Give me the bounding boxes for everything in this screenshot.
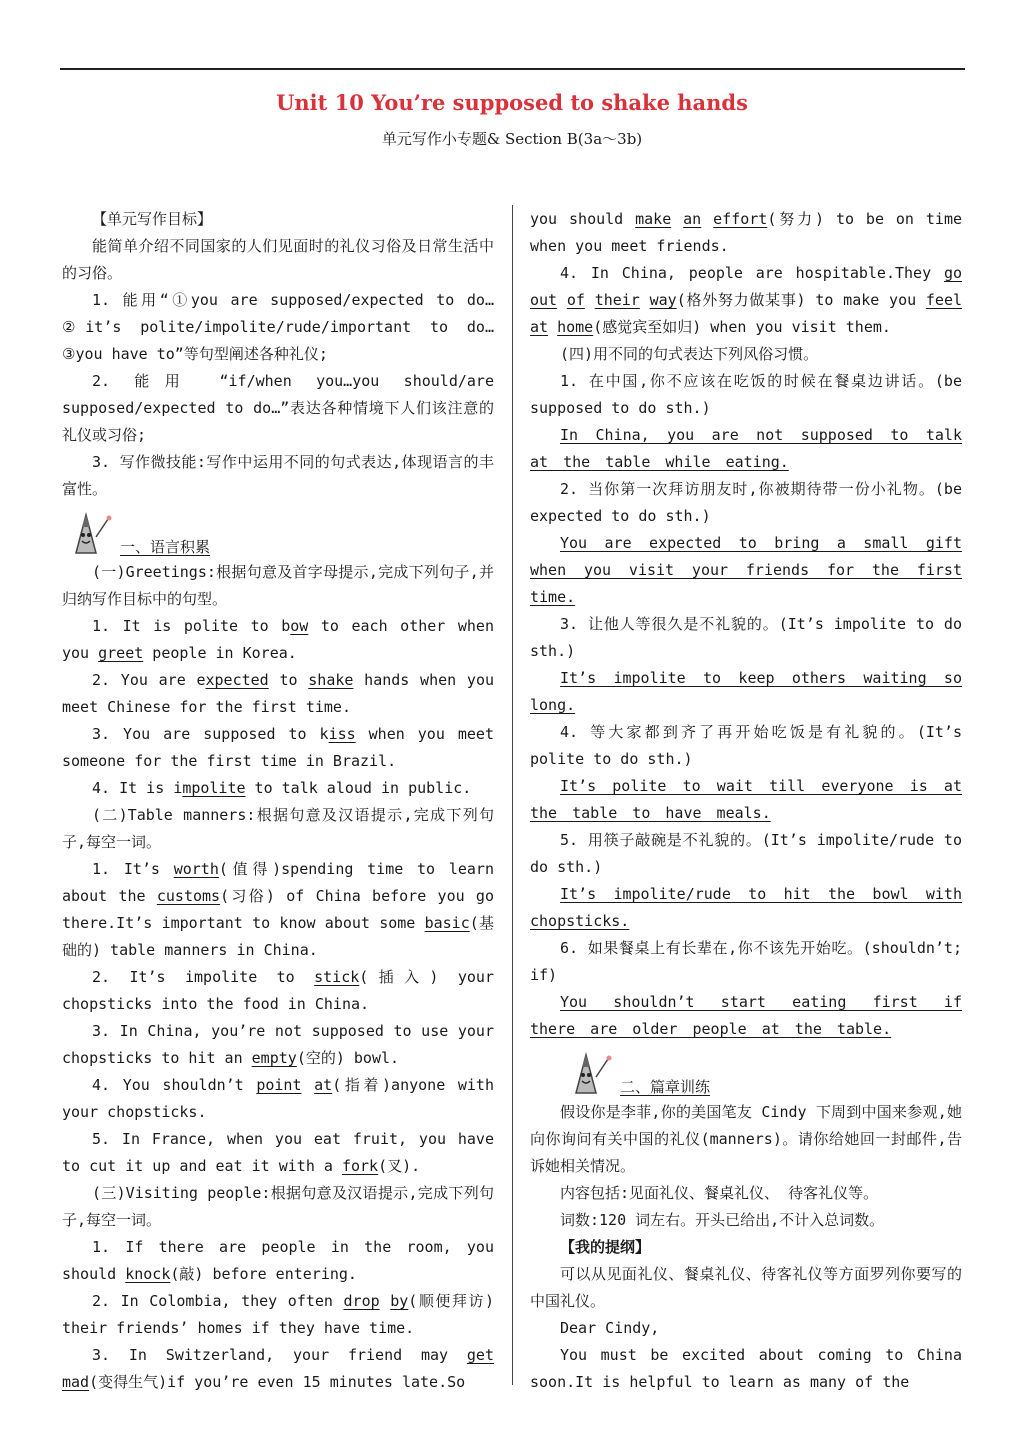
outline-text: 可以从见面礼仪、餐桌礼仪、待客礼仪等方面罗列你要写的中国礼仪。 xyxy=(530,1265,962,1310)
pencil-mascot-icon xyxy=(62,507,114,559)
exercise-item: 3. In Switzerland, your friend may get mad(变得生气)if you’re even 15 minutes late.So xyxy=(62,1346,494,1391)
translation-prompt: 2. 当你第一次拜访朋友时,你被期待带一份小礼物。(be expected to do sth.) xyxy=(530,480,962,525)
exercise-item: 2. You are expected to shake hands when you meet Chinese for the first time. xyxy=(62,671,495,716)
exercise-item: 2. In Colombia, they often drop by(顺便拜访) their friends’ homes if they have time. xyxy=(62,1292,495,1337)
part4-intro: (四)用不同的句式表达下列风俗习惯。 xyxy=(560,345,819,363)
translation-answer: It’s impolite/rude to hit the bowl with chopsticks. xyxy=(530,885,962,930)
exercise-item: 1. If there are people in the room, you should knock(敲) before entering. xyxy=(62,1238,494,1283)
translation-answer: You shouldn’t start eating first if there are older people at the table. xyxy=(530,993,962,1038)
goal-item: 1. 能用“①you are supposed/expected to do…②it’s polite/impolite/rude/important to do…③you have to”等句型阐述各种礼仪; xyxy=(62,291,494,363)
top-rule xyxy=(60,68,965,70)
exercise-item: 3. In China, you’re not supposed to use your chopsticks to hit an empty(空的) bowl. xyxy=(62,1022,494,1067)
translation-prompt: 5. 用筷子敲碗是不礼貌的。(It’s impolite/rude to do sth.) xyxy=(530,831,962,876)
section-heading-text: 二、篇章训练 xyxy=(620,1078,711,1096)
exercise-item: 5. In France, when you eat fruit, you have to cut it up and eat it with a fork(叉). xyxy=(62,1130,494,1175)
translation-prompt: 4. 等大家都到齐了再开始吃饭是有礼貌的。(It’s polite to do sth.) xyxy=(530,723,962,768)
translation-answer: It’s polite to wait till everyone is at the table to have meals. xyxy=(530,777,962,822)
writing-task: 假设你是李菲,你的美国笔友 Cindy 下周到中国来参观,她向你询问有关中国的礼仪(manners)。请你给她回一封邮件,告诉她相关情况。 xyxy=(530,1103,962,1175)
exercise-item: 4. You shouldn’t point at(指着)anyone with your chopsticks. xyxy=(62,1076,494,1121)
translation-prompt: 6. 如果餐桌上有长辈在,你不该先开始吃。(shouldn’t; if) xyxy=(530,939,962,984)
goal-item: 2. 能用 “if/when you…you should/are supposed/expected to do…”表达各种情境下人们该注意的礼仪或习俗; xyxy=(62,372,494,444)
translation-answer: It’s impolite to keep others waiting so long. xyxy=(530,669,962,714)
section-writing-heading xyxy=(562,1045,962,1099)
pencil-mascot-icon xyxy=(562,1047,614,1099)
exercise-item: 3. You are supposed to kiss when you meet someone for the first time in Brazil. xyxy=(62,725,494,770)
letter-opening: You must be excited about coming to China soon.It is helpful to learn as many of the xyxy=(530,1346,962,1391)
exercise-item-continued: you should make an effort(努力) to be on time when you meet friends. xyxy=(530,210,963,255)
goal-item: 3. 写作微技能:写作中运用不同的句式表达,体现语言的丰富性。 xyxy=(62,453,494,498)
column-divider xyxy=(512,205,513,1385)
translation-prompt: 1. 在中国,你不应该在吃饭的时候在餐桌边讲话。(be supposed to do sth.) xyxy=(530,372,962,417)
outline-heading: 【我的提纲】 xyxy=(560,1238,651,1256)
goal-intro: 能简单介绍不同国家的人们见面时的礼仪习俗及日常生活中的习俗。 xyxy=(62,237,494,282)
exercise-item: 2. It’s impolite to stick(插入) your chopsticks into the food in China. xyxy=(62,968,494,1013)
exercise-item: 1. It’s worth(值得)spending time to learn about the customs(习俗) of China before you go there.It’s important to know about some basic(基础的) table manners in China. xyxy=(62,860,495,959)
section-heading-text: 一、语言积累 xyxy=(120,538,211,556)
part1-intro: (一)Greetings:根据句意及首字母提示,完成下列句子,并归纳写作目标中的句型。 xyxy=(62,563,494,608)
exercise-item: 1. It is polite to bow to each other when you greet people in Korea. xyxy=(62,617,494,662)
right-column xyxy=(530,206,962,1396)
exercise-item: 4. In China, people are hospitable.They go out of their way(格外努力做某事) to make you feel at home(感觉宾至如归) when you visit them. xyxy=(530,264,963,336)
word-requirement: 词数:120 词左右。开头已给出,不计入总词数。 xyxy=(560,1211,885,1229)
part2-intro: (二)Table manners:根据句意及汉语提示,完成下列句子,每空一词。 xyxy=(62,806,494,851)
part3-intro: (三)Visiting people:根据句意及汉语提示,完成下列句子,每空一词。 xyxy=(62,1184,494,1229)
letter-salutation: Dear Cindy, xyxy=(560,1319,660,1337)
section-language-heading xyxy=(62,505,494,559)
translation-prompt: 3. 让他人等很久是不礼貌的。(It’s impolite to do sth.) xyxy=(530,615,962,660)
left-column xyxy=(62,206,494,1396)
goal-heading: 【单元写作目标】 xyxy=(92,210,213,228)
content-requirement: 内容包括:见面礼仪、餐桌礼仪、 待客礼仪等。 xyxy=(560,1184,879,1202)
page-title: Unit 10 You’re supposed to shake hands xyxy=(276,90,748,115)
translation-answer: You are expected to bring a small gift when you visit your friends for the first time. xyxy=(530,534,962,606)
exercise-item: 4. It is impolite to talk aloud in public. xyxy=(92,779,472,797)
translation-answer: In China, you are not supposed to talk at the table while eating. xyxy=(530,426,962,471)
page-subtitle: 单元写作小专题& Section B(3a～3b) xyxy=(381,130,643,148)
